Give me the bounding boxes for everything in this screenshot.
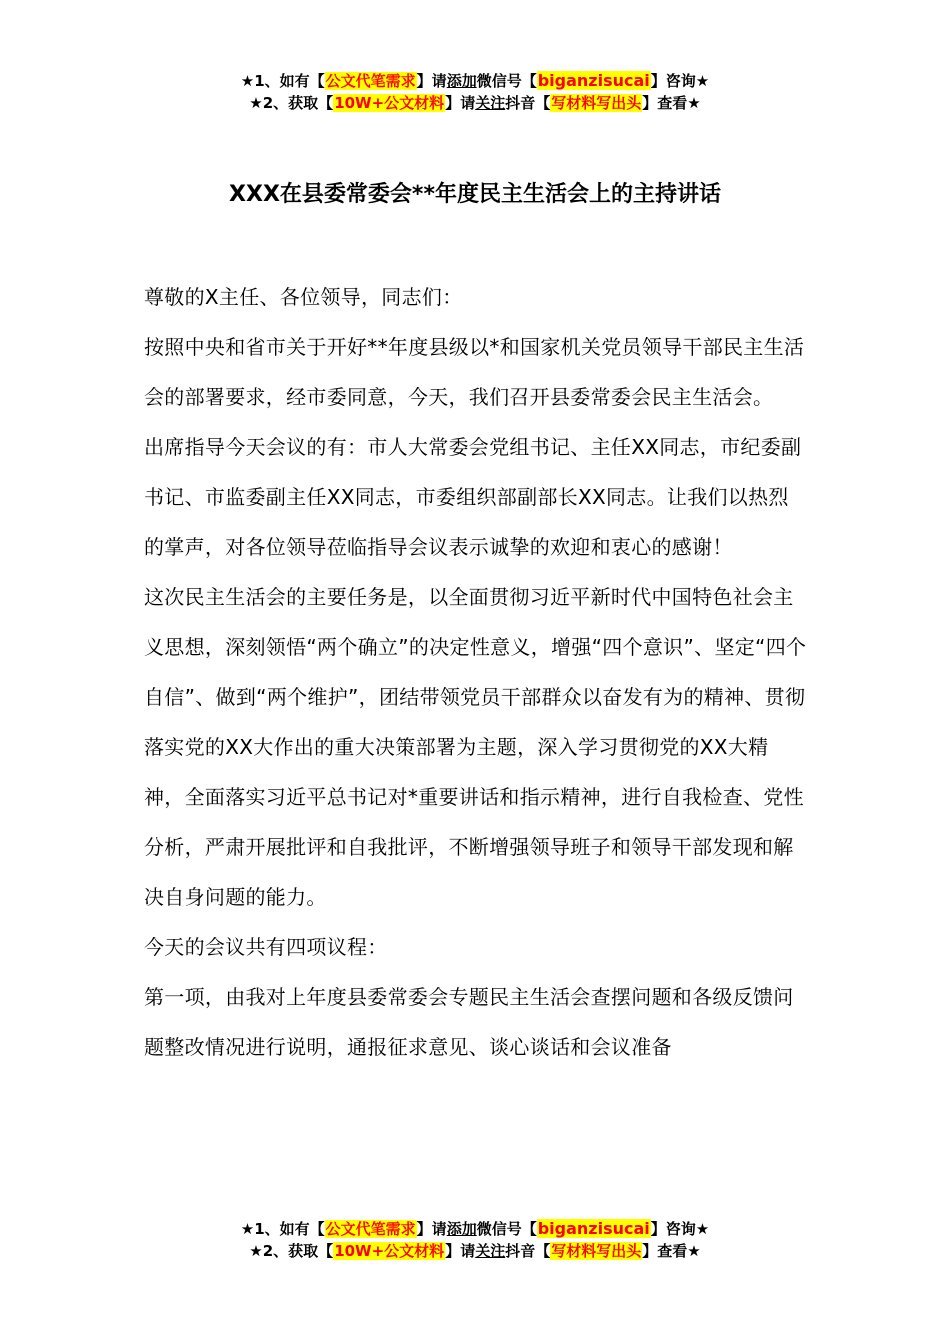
highlight-materials: 10W+公文材料 bbox=[334, 94, 445, 112]
highlight-douyin: 写材料写出头 bbox=[551, 94, 642, 112]
highlight-wechat-id: biganzisucai bbox=[537, 1219, 650, 1238]
document-body bbox=[144, 272, 808, 1072]
paragraph: 这次民主生活会的主要任务是，以全面贯彻习近平新时代中国特色社会主义思想，深刻领悟“两个确立”的决定性意义，增强“四个意识”、坚定“四个自信”、做到“两个维护”，团结带领党员干部群众以奋发有为的精神、贯彻落实党的XX大作出的重大决策部署为主题，深入学习贯彻党的XX大精神，全面落实习近平总书记对*重要讲话和指示精神，进行自我检查、党性分析，严肃开展批评和自我批评，不断增强领导班子和领导干部发现和解决自身问题的能力。 bbox=[144, 585, 807, 909]
underline-follow: 关注 bbox=[475, 94, 506, 112]
footer-banner bbox=[0, 1218, 950, 1262]
underline-add: 添加 bbox=[446, 72, 477, 90]
highlight-wechat-id: biganzisucai bbox=[537, 71, 650, 90]
underline-add: 添加 bbox=[446, 1220, 477, 1238]
banner-line-2: ★2、获取【10W+公文材料】请关注抖音【写材料写出头】查看★ bbox=[249, 94, 701, 112]
highlight-service: 公文代笔需求 bbox=[325, 1220, 416, 1238]
highlight-douyin: 写材料写出头 bbox=[551, 1242, 642, 1260]
banner-line-1: ★1、如有【公文代笔需求】请添加微信号【biganzisucai】咨询★ bbox=[240, 71, 710, 90]
header-banner bbox=[0, 70, 950, 114]
paragraph: 第一项，由我对上年度县委常委会专题民主生活会查摆问题和各级反馈问题整改情况进行说明，通报征求意见、谈心谈话和会议准备 bbox=[144, 985, 794, 1059]
paragraph: 今天的会议共有四项议程： bbox=[144, 935, 388, 959]
salutation: 尊敬的X主任、各位领导，同志们： bbox=[144, 285, 463, 309]
highlight-service: 公文代笔需求 bbox=[325, 72, 416, 90]
banner-line-2: ★2、获取【10W+公文材料】请关注抖音【写材料写出头】查看★ bbox=[249, 1242, 701, 1260]
underline-follow: 关注 bbox=[475, 1242, 506, 1260]
document-title: XXX在县委常委会**年度民主生活会上的主持讲话 bbox=[229, 182, 721, 207]
paragraph: 出席指导今天会议的有：市人大常委会党组书记、主任XX同志，市纪委副书记、市监委副主任XX同志，市委组织部副部长XX同志。让我们以热烈的掌声，对各位领导莅临指导会议表示诚挚的欢迎和衷心的感谢！ bbox=[144, 435, 802, 559]
banner-line-1: ★1、如有【公文代笔需求】请添加微信号【biganzisucai】咨询★ bbox=[240, 1219, 710, 1238]
highlight-materials: 10W+公文材料 bbox=[334, 1242, 445, 1260]
paragraph: 按照中央和省市关于开好**年度县级以*和国家机关党员领导干部民主生活会的部署要求，经市委同意，今天，我们召开县委常委会民主生活会。 bbox=[144, 335, 805, 409]
